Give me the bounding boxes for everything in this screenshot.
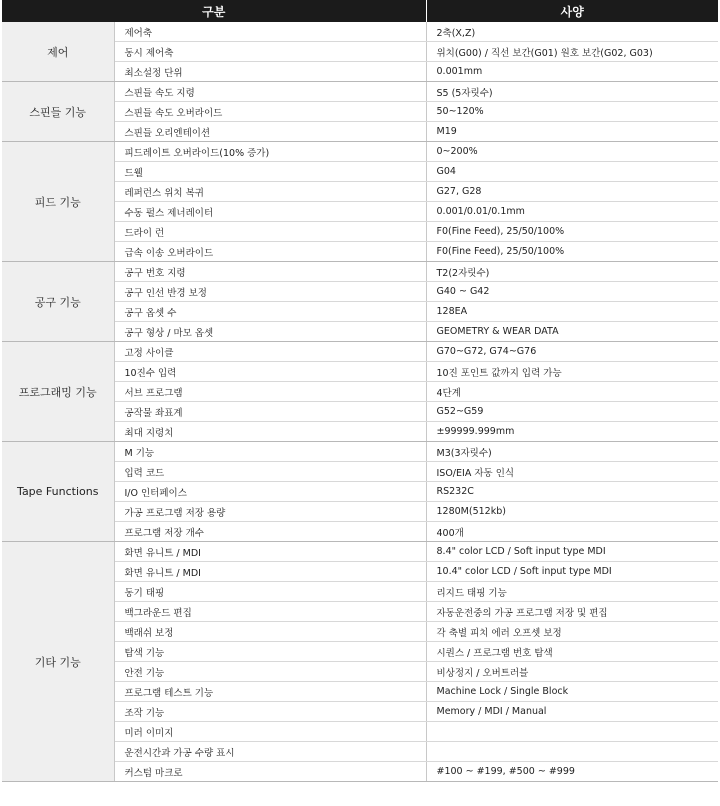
spec-cell: 2축(X,Z) [426, 22, 718, 42]
item-cell: 공구 형상 / 마모 옵셋 [114, 322, 426, 342]
item-cell: 공구 옵셋 수 [114, 302, 426, 322]
category-cell: 프로그래밍 기능 [2, 342, 114, 442]
spec-cell: 4단계 [426, 382, 718, 402]
table-row [2, 142, 718, 162]
spec-cell: G70~G72, G74~G76 [426, 342, 718, 362]
item-cell: 탐색 기능 [114, 642, 426, 662]
table-row [2, 542, 718, 562]
item-cell: 10진수 입력 [114, 362, 426, 382]
table-row [2, 22, 718, 42]
spec-cell: F0(Fine Feed), 25/50/100% [426, 222, 718, 242]
spec-cell: G40 ~ G42 [426, 282, 718, 302]
item-cell: 스핀들 속도 지령 [114, 82, 426, 102]
spec-cell: 비상정지 / 오버트러블 [426, 662, 718, 682]
item-cell: 백그라운드 편집 [114, 602, 426, 622]
item-cell: M 기능 [114, 442, 426, 462]
item-cell: 안전 기능 [114, 662, 426, 682]
item-cell: 동시 제어축 [114, 42, 426, 62]
item-cell: 스핀들 오리엔테이션 [114, 122, 426, 142]
spec-cell: Memory / MDI / Manual [426, 702, 718, 722]
item-cell: 입력 코드 [114, 462, 426, 482]
table-row [2, 342, 718, 362]
category-cell: Tape Functions [2, 442, 114, 542]
table-row [2, 82, 718, 102]
spec-cell: ±99999.999mm [426, 422, 718, 442]
item-cell: I/O 인터페이스 [114, 482, 426, 502]
spec-cell [426, 722, 718, 742]
spec-cell: Machine Lock / Single Block [426, 682, 718, 702]
spec-cell: 50~120% [426, 102, 718, 122]
table-header-row [2, 0, 718, 22]
spec-cell: G52~G59 [426, 402, 718, 422]
item-cell: 스핀들 속도 오버라이드 [114, 102, 426, 122]
spec-cell: 1280M(512kb) [426, 502, 718, 522]
spec-cell: GEOMETRY & WEAR DATA [426, 322, 718, 342]
item-cell: 백래쉬 보정 [114, 622, 426, 642]
item-cell: 프로그램 테스트 기능 [114, 682, 426, 702]
item-cell: 공구 인선 반경 보정 [114, 282, 426, 302]
spec-cell: 리지드 태핑 기능 [426, 582, 718, 602]
spec-cell: G27, G28 [426, 182, 718, 202]
table-row [2, 262, 718, 282]
item-cell: 공작물 좌표계 [114, 402, 426, 422]
spec-cell: 10.4" color LCD / Soft input type MDI [426, 562, 718, 582]
item-cell: 프로그램 저장 개수 [114, 522, 426, 542]
category-cell: 스핀들 기능 [2, 82, 114, 142]
spec-cell: 400개 [426, 522, 718, 542]
item-cell: 레퍼런스 위치 복귀 [114, 182, 426, 202]
spec-cell: M3(3자릿수) [426, 442, 718, 462]
item-cell: 피드레이트 오버라이드(10% 증가) [114, 142, 426, 162]
category-cell: 공구 기능 [2, 262, 114, 342]
spec-cell [426, 742, 718, 762]
spec-cell: T2(2자릿수) [426, 262, 718, 282]
item-cell: 최소설정 단위 [114, 62, 426, 82]
spec-cell: 128EA [426, 302, 718, 322]
spec-cell: 위치(G00) / 직선 보간(G01) 원호 보간(G02, G03) [426, 42, 718, 62]
item-cell: 급속 이송 오버라이드 [114, 242, 426, 262]
spec-cell: RS232C [426, 482, 718, 502]
spec-cell: 0.001/0.01/0.1mm [426, 202, 718, 222]
spec-table [2, 0, 718, 782]
item-cell: 운전시간과 가공 수량 표시 [114, 742, 426, 762]
item-cell: 고정 사이클 [114, 342, 426, 362]
spec-cell: 10진 포인트 값까지 입력 가능 [426, 362, 718, 382]
item-cell: 화면 유니트 / MDI [114, 542, 426, 562]
spec-cell: 시퀀스 / 프로그램 번호 탐색 [426, 642, 718, 662]
item-cell: 가공 프로그램 저장 용량 [114, 502, 426, 522]
item-cell: 공구 번호 지령 [114, 262, 426, 282]
category-cell: 기타 기능 [2, 542, 114, 782]
spec-cell: 8.4" color LCD / Soft input type MDI [426, 542, 718, 562]
item-cell: 조작 기능 [114, 702, 426, 722]
spec-cell: G04 [426, 162, 718, 182]
item-cell: 미러 이미지 [114, 722, 426, 742]
spec-cell: 자동운전중의 가공 프로그램 저장 및 편집 [426, 602, 718, 622]
item-cell: 제어축 [114, 22, 426, 42]
category-cell: 제어 [2, 22, 114, 82]
item-cell: 최대 지령치 [114, 422, 426, 442]
spec-cell: S5 (5자릿수) [426, 82, 718, 102]
spec-cell: ISO/EIA 자동 인식 [426, 462, 718, 482]
header-spec: 사양 [426, 0, 718, 22]
spec-cell: 0.001mm [426, 62, 718, 82]
item-cell: 드웰 [114, 162, 426, 182]
item-cell: 드라이 런 [114, 222, 426, 242]
category-cell: 피드 기능 [2, 142, 114, 262]
item-cell: 수동 펄스 제너레이터 [114, 202, 426, 222]
spec-cell: 각 축별 피치 에러 오프셋 보정 [426, 622, 718, 642]
header-category: 구분 [2, 0, 426, 22]
spec-cell: 0~200% [426, 142, 718, 162]
item-cell: 서브 프로그램 [114, 382, 426, 402]
spec-cell: F0(Fine Feed), 25/50/100% [426, 242, 718, 262]
spec-cell: M19 [426, 122, 718, 142]
spec-table-body [2, 22, 718, 782]
item-cell: 화면 유니트 / MDI [114, 562, 426, 582]
item-cell: 동기 태핑 [114, 582, 426, 602]
item-cell: 커스텀 마크로 [114, 762, 426, 782]
table-row [2, 442, 718, 462]
spec-cell: #100 ~ #199, #500 ~ #999 [426, 762, 718, 782]
